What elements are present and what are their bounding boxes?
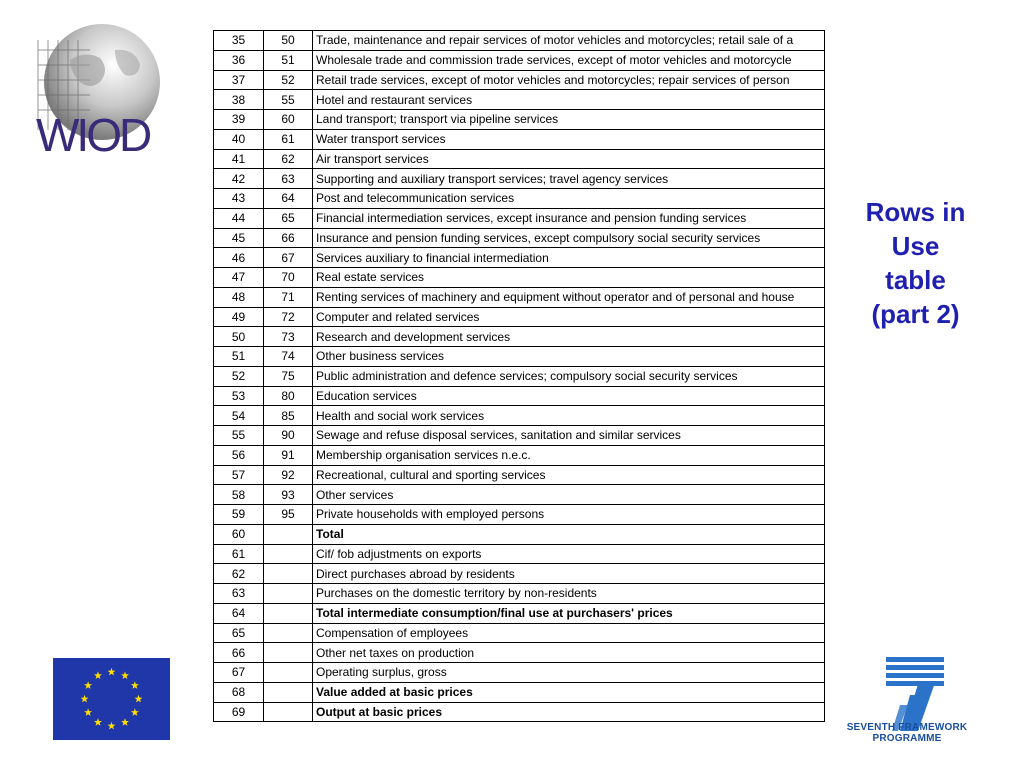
star-icon [131,681,139,689]
description-cell: Sewage and refuse disposal services, sanitation and similar services [313,426,825,446]
code-cell [264,544,313,564]
description-cell: Hotel and restaurant services [313,90,825,110]
row-number-cell: 64 [214,603,264,623]
table-row [214,584,825,604]
row-number-cell: 56 [214,445,264,465]
description-cell: Compensation of employees [313,623,825,643]
code-cell: 73 [264,327,313,347]
code-cell: 95 [264,505,313,525]
table-row [214,208,825,228]
description-cell: Renting services of machinery and equipment without operator and of personal and house [313,287,825,307]
table-row [214,682,825,702]
table-row [214,31,825,51]
logo-text: WIOD [36,109,150,161]
description-cell: Other net taxes on production [313,643,825,663]
row-number-cell: 37 [214,70,264,90]
row-number-cell: 59 [214,505,264,525]
row-number-cell: 51 [214,347,264,367]
table-row [214,663,825,683]
title-line-2: Use [891,231,940,261]
row-number-cell: 62 [214,564,264,584]
fp7-label-line-2: PROGRAMME [872,733,942,744]
title-line-1: Rows in [865,197,966,227]
code-cell: 63 [264,169,313,189]
description-cell: Purchases on the domestic territory by non-residents [313,584,825,604]
description-cell: Research and development services [313,327,825,347]
row-number-cell: 50 [214,327,264,347]
row-number-cell: 41 [214,149,264,169]
description-cell: Computer and related services [313,307,825,327]
description-cell: Other services [313,485,825,505]
code-cell: 52 [264,70,313,90]
row-number-cell: 58 [214,485,264,505]
code-cell: 75 [264,366,313,386]
description-cell: Other business services [313,347,825,367]
table-row [214,603,825,623]
description-cell: Membership organisation services n.e.c. [313,445,825,465]
table-row [214,386,825,406]
table-row [214,465,825,485]
table-row [214,643,825,663]
table-row [214,702,825,722]
row-number-cell: 45 [214,228,264,248]
description-cell: Direct purchases abroad by residents [313,564,825,584]
row-number-cell: 48 [214,287,264,307]
row-number-cell: 47 [214,268,264,288]
description-cell: Education services [313,386,825,406]
description-cell: Health and social work services [313,406,825,426]
description-cell: Output at basic prices [313,702,825,722]
star-icon [94,718,102,726]
row-number-cell: 66 [214,643,264,663]
star-icon [94,671,102,679]
description-cell: Wholesale trade and commission trade services, except of motor vehicles and motorcycle [313,50,825,70]
code-cell: 60 [264,110,313,130]
table-row [214,169,825,189]
code-cell [264,584,313,604]
table-row [214,70,825,90]
row-number-cell: 35 [214,31,264,51]
code-cell: 80 [264,386,313,406]
row-number-cell: 63 [214,584,264,604]
star-icon [81,695,89,703]
code-cell: 65 [264,208,313,228]
star-icon [131,708,139,716]
description-cell: Total intermediate consumption/final use at purchasers' prices [313,603,825,623]
table-row [214,110,825,130]
row-number-cell: 43 [214,189,264,209]
description-cell: Cif/ fob adjustments on exports [313,544,825,564]
rows-table [213,30,825,722]
table-row [214,90,825,110]
table-row [214,406,825,426]
table-row [214,347,825,367]
code-cell [264,663,313,683]
description-cell: Services auxiliary to financial intermediation [313,248,825,268]
table-row [214,426,825,446]
table-row [214,564,825,584]
table-row [214,268,825,288]
row-number-cell: 52 [214,366,264,386]
code-cell: 70 [264,268,313,288]
code-cell: 61 [264,129,313,149]
title-line-4: (part 2) [871,299,960,329]
row-number-cell: 57 [214,465,264,485]
table-row [214,544,825,564]
row-number-cell: 36 [214,50,264,70]
description-cell: Financial intermediation services, except insurance and pension funding services [313,208,825,228]
code-cell [264,564,313,584]
row-number-cell: 44 [214,208,264,228]
table-row [214,50,825,70]
table-row [214,445,825,465]
star-icon [108,668,116,676]
code-cell [264,702,313,722]
row-number-cell: 69 [214,702,264,722]
table-row [214,623,825,643]
description-cell: Total [313,524,825,544]
code-cell: 90 [264,426,313,446]
eu-flag-icon [53,658,170,740]
row-number-cell: 49 [214,307,264,327]
table-row [214,366,825,386]
row-number-cell: 38 [214,90,264,110]
row-number-cell: 39 [214,110,264,130]
code-cell: 91 [264,445,313,465]
row-number-cell: 46 [214,248,264,268]
description-cell: Supporting and auxiliary transport services; travel agency services [313,169,825,189]
fp7-label-line-1: SEVENTH FRAMEWORK [846,722,968,733]
row-number-cell: 55 [214,426,264,446]
star-icon [121,718,129,726]
code-cell [264,603,313,623]
row-number-cell: 54 [214,406,264,426]
row-number-cell: 40 [214,129,264,149]
description-cell: Recreational, cultural and sporting services [313,465,825,485]
table-row [214,307,825,327]
description-cell: Private households with employed persons [313,505,825,525]
row-number-cell: 42 [214,169,264,189]
code-cell: 93 [264,485,313,505]
description-cell: Post and telecommunication services [313,189,825,209]
description-cell: Value added at basic prices [313,682,825,702]
description-cell: Retail trade services, except of motor vehicles and motorcycles; repair services of person [313,70,825,90]
table-row [214,189,825,209]
description-cell: Insurance and pension funding services, except compulsory social security services [313,228,825,248]
star-icon [84,681,92,689]
table-row [214,287,825,307]
code-cell [264,643,313,663]
row-number-cell: 68 [214,682,264,702]
table-row [214,129,825,149]
description-cell: Operating surplus, gross [313,663,825,683]
table-body [214,31,825,722]
code-cell: 92 [264,465,313,485]
eu-stars [53,658,170,740]
code-cell: 62 [264,149,313,169]
table-row [214,149,825,169]
description-cell: Air transport services [313,149,825,169]
table-row [214,228,825,248]
table-row [214,248,825,268]
table-row [214,485,825,505]
table-row [214,327,825,347]
code-cell: 85 [264,406,313,426]
star-icon [121,671,129,679]
row-number-cell: 61 [214,544,264,564]
code-cell: 71 [264,287,313,307]
code-cell: 50 [264,31,313,51]
code-cell: 67 [264,248,313,268]
code-cell [264,623,313,643]
code-cell: 55 [264,90,313,110]
description-cell: Land transport; transport via pipeline services [313,110,825,130]
code-cell: 64 [264,189,313,209]
code-cell: 74 [264,347,313,367]
row-number-cell: 67 [214,663,264,683]
description-cell: Water transport services [313,129,825,149]
row-number-cell: 60 [214,524,264,544]
description-cell: Public administration and defence services; compulsory social security services [313,366,825,386]
table-row [214,524,825,544]
code-cell: 72 [264,307,313,327]
title-line-3: table [885,265,946,295]
star-icon [108,722,116,730]
star-icon [135,695,143,703]
code-cell: 51 [264,50,313,70]
description-cell: Trade, maintenance and repair services of motor vehicles and motorcycles; retail sale of a [313,31,825,51]
code-cell [264,682,313,702]
slide-title [848,195,983,331]
code-cell [264,524,313,544]
description-cell: Real estate services [313,268,825,288]
row-number-cell: 53 [214,386,264,406]
code-cell: 66 [264,228,313,248]
row-number-cell: 65 [214,623,264,643]
star-icon [84,708,92,716]
table-row [214,505,825,525]
